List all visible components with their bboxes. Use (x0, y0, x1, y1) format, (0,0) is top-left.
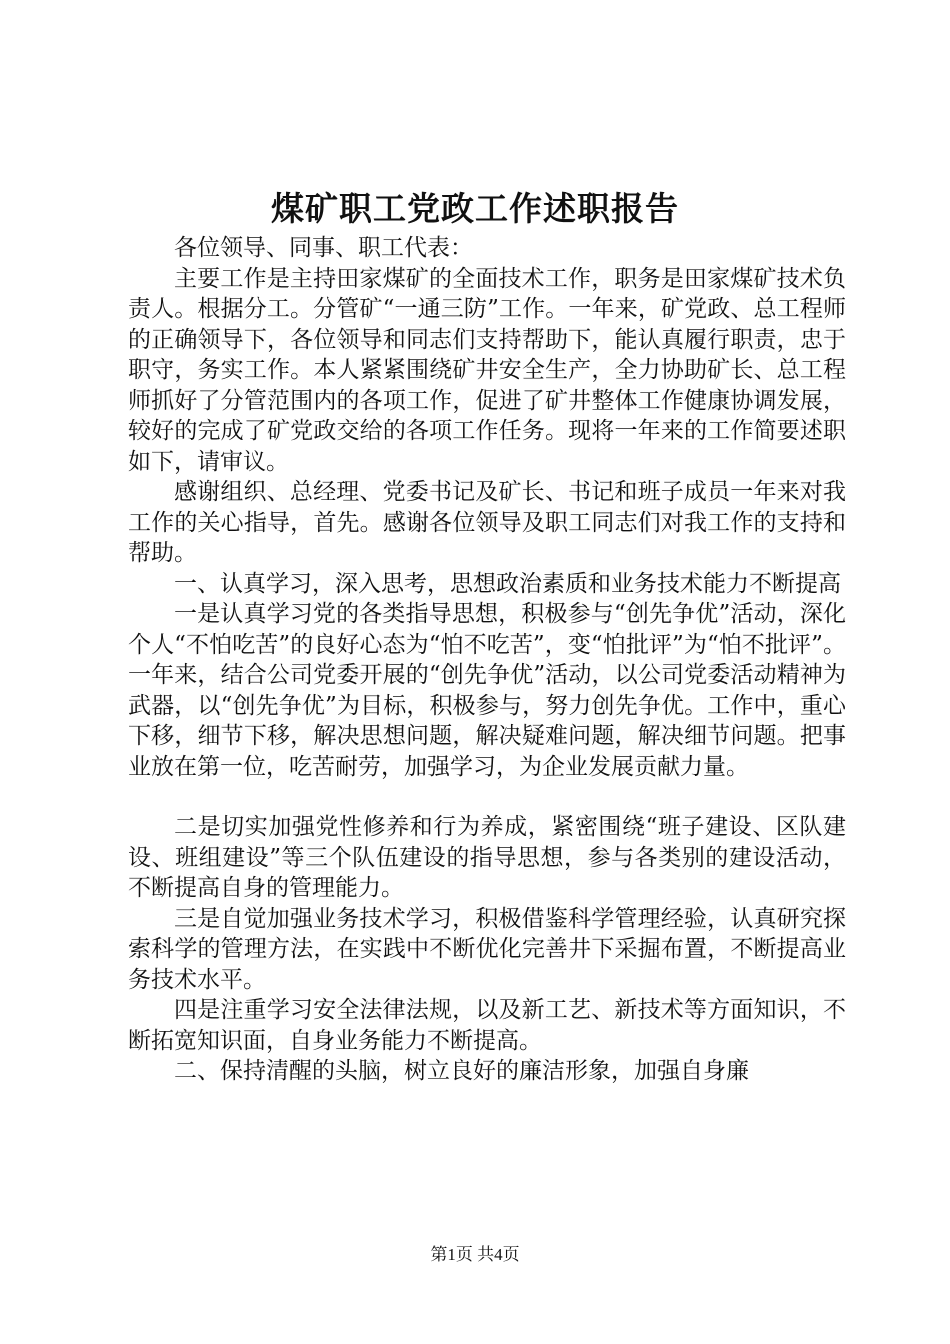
paragraph: 二是切实加强党性修养和行为养成，紧密围绕“班子建设、区队建设、班组建设”等三个队伍建设的指导思想，参与各类别的建设活动，不断提高自身的管理能力。 (128, 814, 846, 901)
section-heading: 一、认真学习，深入思考，思想政治素质和业务技术能力不断提高 (174, 570, 841, 597)
paragraph: 一是认真学习党的各类指导思想，积极参与“创先争优”活动，深化个人“不怕吃苦”的良好心态为“怕不吃苦”，变“怕批评”为“怕不批评”。一年来，结合公司党委开展的“创先争优”活动，以公司党委活动精神为武器，以“创先争优”为目标，积极参与，努力创先争优。工作中，重心下移，细节下移，解决思想问题，解决疑难问题，解决细节问题。把事业放在第一位，吃苦耐劳，加强学习，为企业发展贡献力量。 (128, 601, 846, 780)
page-number-footer: 第1页 共4页 (430, 1245, 520, 1264)
section-heading: 二、保持清醒的头脑，树立良好的廉洁形象，加强自身廉 (174, 1058, 749, 1084)
paragraph: 主要工作是主持田家煤矿的全面技术工作，职务是田家煤矿技术负责人。根据分工。分管矿“一通三防”工作。一年来，矿党政、总工程师的正确领导下，各位领导和同志们支持帮助下，能认真履行职责，忠于职守，务实工作。本人紧紧围绕矿井安全生产，全力协助矿长、总工程师抓好了分管范围内的各项工作，促进了矿井整体工作健康协调发展，较好的完成了矿党政交给的各项工作任务。现将一年来的工作简要述职如下，请审议。 (128, 265, 846, 475)
paragraph-salutation: 各位领导、同事、职工代表： (174, 235, 473, 261)
document-body (128, 233, 846, 1087)
paragraph: 四是注重学习安全法律法规，以及新工艺、新技术等方面知识，不断拓宽知识面，自身业务能力不断提高。 (128, 997, 846, 1054)
paragraph: 三是自觉加强业务技术学习，积极借鉴科学管理经验，认真研究探索科学的管理方法，在实践中不断优化完善井下采掘布置，不断提高业务技术水平。 (128, 905, 846, 993)
document-title: 煤矿职工党政工作述职报告 (271, 189, 679, 228)
paragraph: 感谢组织、总经理、党委书记及矿长、书记和班子成员一年来对我工作的关心指导，首先。感谢各位领导及职工同志们对我工作的支持和帮助。 (128, 479, 846, 566)
